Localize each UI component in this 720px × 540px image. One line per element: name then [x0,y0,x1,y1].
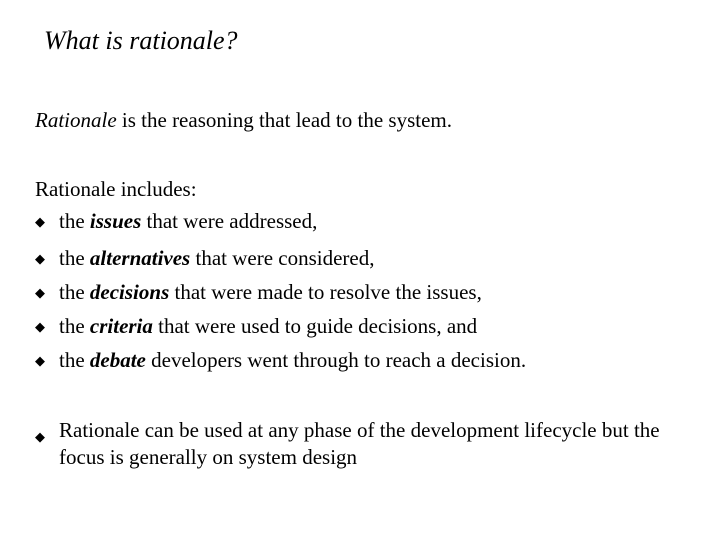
bullet-item-post: that were addressed, [141,209,318,233]
bullet-item-decisions [35,276,482,309]
includes-heading: Rationale includes: [35,177,197,201]
bullet-item-pre: the [59,246,90,270]
bullet-item-term: alternatives [89,246,191,270]
diamond-bullet-icon: ◆ [35,285,45,300]
slide-title: What is rationale? [44,26,238,55]
diamond-bullet-icon: ◆ [35,251,45,266]
bullet-item-issues [35,205,317,238]
bullet-item-post: developers went through to reach a decision. [145,348,527,372]
diamond-bullet-icon: ◆ [35,214,45,229]
bullet-item-term: issues [89,209,142,233]
bullet-item-pre: the [59,348,90,372]
bullet-item-pre: the [59,209,90,233]
bullet-item-usage-note [35,417,695,471]
bullet-item-post: that were considered, [190,246,375,270]
diamond-bullet-icon: ◆ [35,319,45,334]
usage-note-text: Rationale can be used at any phase of the development lifecycle but the focus is generally on system design [59,418,660,469]
definition-term: Rationale [35,108,117,132]
definition-text: is the reasoning that lead to the system. [116,108,452,132]
definition-line [35,104,452,136]
bullet-item-term: criteria [89,314,153,338]
diamond-bullet-icon: ◆ [35,353,45,368]
bullet-item-alternatives [35,242,375,275]
diamond-bullet-icon: ◆ [35,429,45,444]
bullet-item-pre: the [59,314,90,338]
bullet-item-term: decisions [89,280,170,304]
bullet-item-term: debate [89,348,146,372]
bullet-item-criteria [35,310,477,343]
bullet-item-post: that were made to resolve the issues, [169,280,482,304]
bullet-item-pre: the [59,280,90,304]
bullet-item-post: that were used to guide decisions, and [152,314,478,338]
bullet-item-debate [35,344,526,377]
